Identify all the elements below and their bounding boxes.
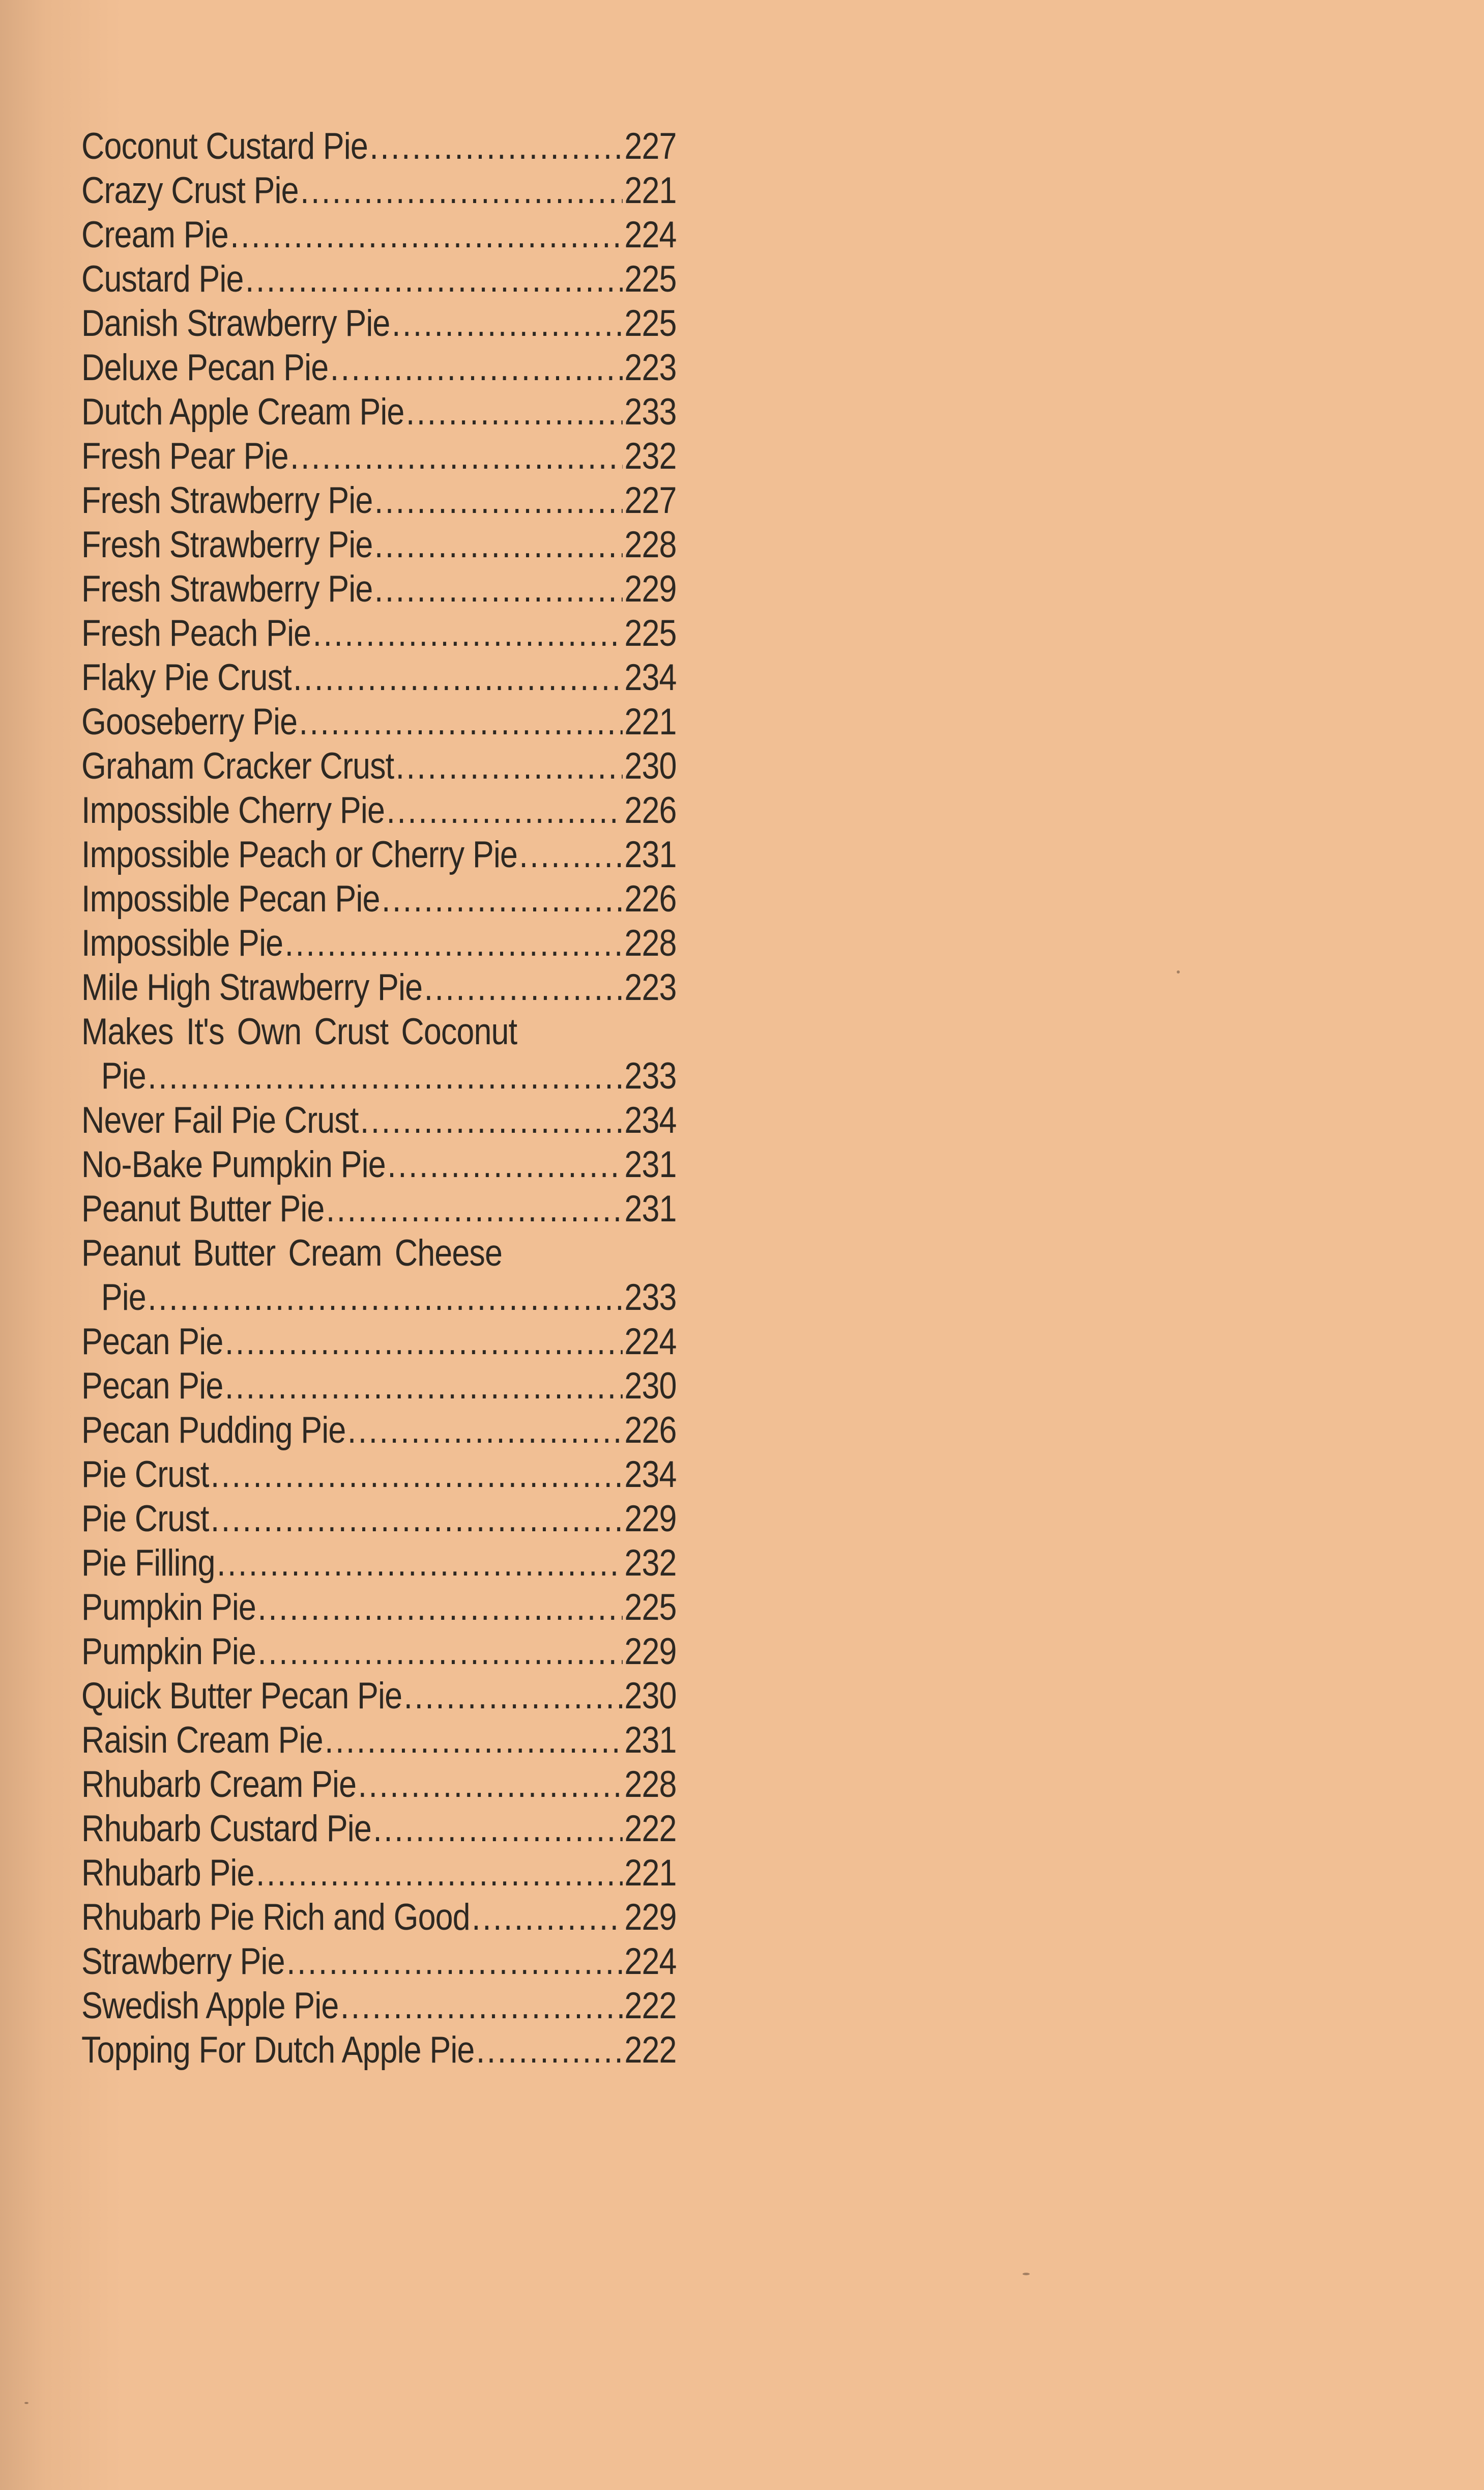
recipe-title: Pecan Pie: [81, 1321, 223, 1362]
dot-leader: [382, 877, 623, 921]
page-number: 228: [624, 524, 677, 565]
page-number: 221: [624, 170, 677, 211]
dot-leader: [369, 124, 623, 168]
page-number: 225: [624, 613, 677, 654]
dot-leader: [360, 1098, 623, 1142]
page-number: 232: [624, 1542, 677, 1584]
recipe-index-list: [81, 124, 677, 2072]
recipe-title: Swedish Apple Pie: [81, 1985, 339, 2026]
page-number: 224: [624, 214, 677, 255]
dot-leader: [392, 301, 623, 346]
index-entry: [81, 1807, 677, 1851]
recipe-title: Fresh Strawberry Pie: [81, 524, 373, 565]
recipe-title: Gooseberry Pie: [81, 701, 298, 742]
page-number: 233: [624, 1277, 677, 1318]
page-number: 225: [624, 259, 677, 300]
page-number: 228: [624, 923, 677, 964]
recipe-title: Pecan Pudding Pie: [81, 1410, 346, 1451]
dot-leader: [330, 346, 623, 390]
recipe-title: Quick Butter Pecan Pie: [81, 1675, 402, 1716]
index-entry: [81, 1010, 677, 1098]
index-entry: [81, 1629, 677, 1674]
dot-leader: [285, 921, 623, 965]
dot-leader: [211, 1452, 623, 1497]
dot-leader: [217, 1541, 623, 1585]
dot-leader: [472, 1895, 623, 1939]
dot-leader: [386, 788, 623, 833]
page-number: 230: [624, 1675, 677, 1716]
index-entry: [81, 833, 677, 877]
page-number: 230: [624, 746, 677, 787]
index-entry: [81, 611, 677, 655]
index-entry: [81, 1541, 677, 1585]
dot-leader: [358, 1762, 623, 1807]
index-entry: [81, 301, 677, 346]
recipe-title-continuation: Pie: [101, 1277, 146, 1318]
dot-leader: [424, 965, 623, 1010]
index-entry: [81, 257, 677, 301]
recipe-title: Impossible Pecan Pie: [81, 878, 380, 920]
dot-leader: [225, 1364, 623, 1408]
index-entry: [81, 213, 677, 257]
recipe-title: Mile High Strawberry Pie: [81, 967, 423, 1008]
index-entry: [81, 1674, 677, 1718]
index-entry: [81, 1895, 677, 1939]
index-entry: [81, 1320, 677, 1364]
index-entry: [81, 567, 677, 611]
index-entry: [81, 1851, 677, 1895]
page-number: 224: [624, 1321, 677, 1362]
dot-leader: [148, 1054, 623, 1098]
dot-leader: [374, 567, 623, 611]
index-entry: [81, 1187, 677, 1231]
recipe-title: Impossible Pie: [81, 923, 283, 964]
index-entry: [81, 1364, 677, 1408]
index-entry: [81, 2028, 677, 2072]
recipe-title: Danish Strawberry Pie: [81, 303, 390, 344]
recipe-title: No-Bake Pumpkin Pie: [81, 1144, 386, 1185]
page-number: 226: [624, 1410, 677, 1451]
recipe-title: Impossible Peach or Cherry Pie: [81, 834, 517, 875]
dot-leader: [326, 1187, 623, 1231]
page-number: 229: [624, 568, 677, 610]
page-number: 223: [624, 347, 677, 388]
index-entry: [81, 124, 677, 168]
recipe-title: Flaky Pie Crust: [81, 657, 292, 698]
dot-leader: [396, 744, 623, 788]
recipe-title: Pumpkin Pie: [81, 1587, 256, 1628]
dot-leader: [340, 1984, 623, 2028]
index-entry: [81, 1585, 677, 1629]
page-number: 225: [624, 303, 677, 344]
recipe-title: Crazy Crust Pie: [81, 170, 299, 211]
index-entry: [81, 788, 677, 833]
dot-leader: [519, 833, 623, 877]
index-entry: [81, 478, 677, 523]
index-entry: [81, 1718, 677, 1762]
page-number: 232: [624, 436, 677, 477]
page-number: 234: [624, 1100, 677, 1141]
paper-speck: [1177, 970, 1180, 974]
recipe-title: Pie Crust: [81, 1498, 209, 1539]
index-entry: [81, 1231, 677, 1320]
index-entry: [81, 921, 677, 965]
recipe-title: Graham Cracker Crust: [81, 746, 394, 787]
recipe-title: Deluxe Pecan Pie: [81, 347, 329, 388]
index-entry: [81, 744, 677, 788]
paper-speck: [1023, 2273, 1030, 2275]
index-entry: [81, 1762, 677, 1807]
dot-leader: [313, 611, 623, 655]
dot-leader: [404, 1674, 623, 1718]
index-entry-continuation: [81, 1054, 677, 1098]
dot-leader: [211, 1497, 623, 1541]
dot-leader: [347, 1408, 623, 1452]
recipe-title-continuation: Pie: [101, 1055, 146, 1097]
page-number: 233: [624, 391, 677, 433]
recipe-title: Topping For Dutch Apple Pie: [81, 2029, 475, 2071]
recipe-title: Peanut Butter Cream Cheese: [81, 1233, 503, 1274]
dot-leader: [293, 655, 623, 700]
recipe-title: Pumpkin Pie: [81, 1631, 256, 1672]
index-entry: [81, 1497, 677, 1541]
page-number: 231: [624, 1720, 677, 1761]
index-entry: [81, 346, 677, 390]
page-number: 229: [624, 1897, 677, 1938]
recipe-title: Coconut Custard Pie: [81, 126, 368, 167]
dot-leader: [387, 1142, 623, 1187]
index-entry: [81, 390, 677, 434]
index-entry: [81, 168, 677, 213]
dot-leader: [373, 1807, 623, 1851]
dot-leader: [300, 168, 623, 213]
recipe-title: Impossible Cherry Pie: [81, 790, 385, 831]
dot-leader: [257, 1629, 623, 1674]
dot-leader: [290, 434, 623, 478]
index-entry: [81, 655, 677, 700]
index-entry: [81, 877, 677, 921]
index-entry: [81, 523, 677, 567]
page-number: 227: [624, 126, 677, 167]
recipe-title: Custard Pie: [81, 259, 244, 300]
dot-leader: [374, 478, 623, 523]
recipe-title: Never Fail Pie Crust: [81, 1100, 359, 1141]
dot-leader: [374, 523, 623, 567]
index-entry: [81, 700, 677, 744]
page-number: 229: [624, 1498, 677, 1539]
dot-leader: [286, 1939, 623, 1984]
dot-leader: [406, 390, 623, 434]
page-number: 227: [624, 480, 677, 521]
index-entry: [81, 965, 677, 1010]
page-number: 229: [624, 1631, 677, 1672]
recipe-title: Rhubarb Custard Pie: [81, 1808, 371, 1849]
recipe-title: Fresh Pear Pie: [81, 436, 288, 477]
recipe-title: Rhubarb Pie Rich and Good: [81, 1897, 470, 1938]
recipe-title: Dutch Apple Cream Pie: [81, 391, 404, 433]
paper-speck: [24, 2402, 28, 2404]
page-number: 234: [624, 657, 677, 698]
recipe-title: Peanut Butter Pie: [81, 1188, 325, 1229]
recipe-title: Pecan Pie: [81, 1365, 223, 1407]
page-number: 234: [624, 1454, 677, 1495]
recipe-title: Rhubarb Pie: [81, 1852, 254, 1894]
page-number: 225: [624, 1587, 677, 1628]
page-number: 222: [624, 1808, 677, 1849]
dot-leader: [299, 700, 623, 744]
recipe-title: Fresh Strawberry Pie: [81, 480, 373, 521]
page-number: 223: [624, 967, 677, 1008]
index-entry: [81, 1939, 677, 1984]
recipe-title: Fresh Strawberry Pie: [81, 568, 373, 610]
page-number: 224: [624, 1941, 677, 1982]
dot-leader: [256, 1851, 623, 1895]
recipe-title: Makes It's Own Crust Coconut: [81, 1011, 517, 1052]
page-number: 233: [624, 1055, 677, 1097]
index-entry: [81, 1984, 677, 2028]
recipe-title: Cream Pie: [81, 214, 228, 255]
recipe-title: Raisin Cream Pie: [81, 1720, 323, 1761]
page-number: 231: [624, 1188, 677, 1229]
dot-leader: [325, 1718, 623, 1762]
page-number: 222: [624, 2029, 677, 2071]
dot-leader: [476, 2028, 623, 2072]
page-number: 230: [624, 1365, 677, 1407]
page-number: 226: [624, 790, 677, 831]
index-entry: [81, 1452, 677, 1497]
index-entry: [81, 1408, 677, 1452]
page-number: 221: [624, 701, 677, 742]
dot-leader: [148, 1275, 623, 1320]
dot-leader: [245, 257, 623, 301]
page-number: 221: [624, 1852, 677, 1894]
dot-leader: [230, 213, 623, 257]
recipe-title: Pie Crust: [81, 1454, 209, 1495]
page-number: 226: [624, 878, 677, 920]
index-entry: [81, 1142, 677, 1187]
dot-leader: [225, 1320, 623, 1364]
index-entry: [81, 434, 677, 478]
page-number: 222: [624, 1985, 677, 2026]
recipe-title: Fresh Peach Pie: [81, 613, 311, 654]
index-entry: [81, 1098, 677, 1142]
recipe-title: Rhubarb Cream Pie: [81, 1764, 357, 1805]
recipe-title: Strawberry Pie: [81, 1941, 285, 1982]
page-number: 228: [624, 1764, 677, 1805]
recipe-title: Pie Filling: [81, 1542, 215, 1584]
page-number: 231: [624, 834, 677, 875]
page-number: 231: [624, 1144, 677, 1185]
index-entry-continuation: [81, 1275, 677, 1320]
dot-leader: [257, 1585, 623, 1629]
